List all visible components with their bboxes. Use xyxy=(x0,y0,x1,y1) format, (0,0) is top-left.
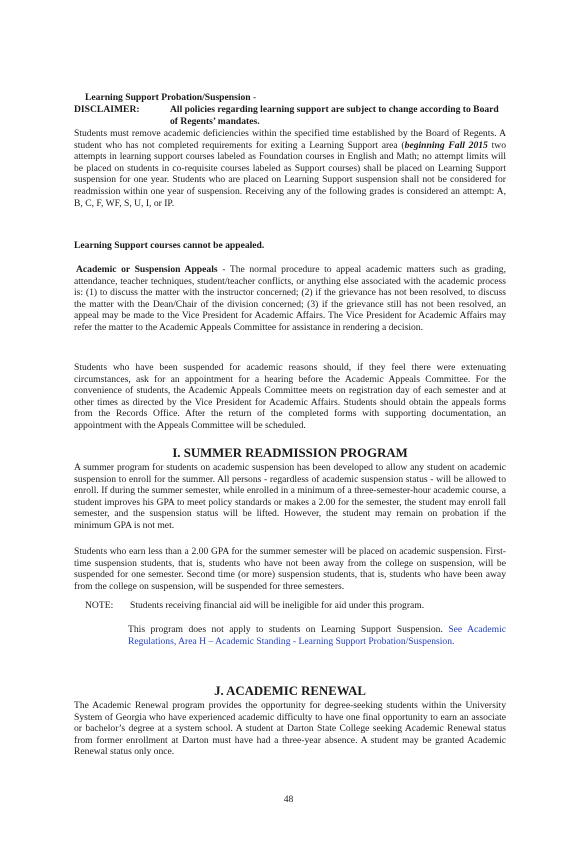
renewal-paragraph: The Academic Renewal program provides the opportunity for degree-seeking students within the University System of Georgia who have experienced academic difficulty to have one final opportunity to earn an associate or bachelor’s degree at a system school. A student at Darton State College seeking Academic Renewal status from former enrollment at Darton must have had a three-year absence. A student may be granted Academic Renewal status only once. xyxy=(74,700,506,758)
renewal-heading: J. ACADEMIC RENEWAL xyxy=(214,684,366,698)
academic-regulations-link[interactable]: See Academic Regulations, Area H – Academic Standing - Learning Support Probation/Suspension. xyxy=(128,624,506,647)
appeals-paragraph xyxy=(74,264,506,334)
ls-title-text: Learning Support Probation/Suspension xyxy=(85,92,251,103)
ls-no-appeal: Learning Support courses cannot be appealed. xyxy=(74,240,265,251)
ls-paragraph xyxy=(74,128,506,209)
ls-exclusion-text: This program does not apply to students on Learning Support Suspension. xyxy=(128,624,449,635)
ls-para-text-1: Students must remove academic deficiencies within the specified time established by the Board of Regents. A student who has not completed requirements for exiting a Learning Support area ( xyxy=(74,128,506,151)
appeals-title: Academic or Suspension Appeals xyxy=(76,264,218,275)
summer-heading: I. SUMMER READMISSION PROGRAM xyxy=(172,446,408,460)
ls-para-text-2: two attempts in learning support courses labeled as Foundation courses in English and Math; no attempt limits will be placed on students in co-requisite courses labeled as Support courses) shall be placed on Learning Support suspension for one year. Students who are placed on Learning Support suspension shall not be considered for readmission within one year of suspension. Receiving any of the following grades is considered an attempt: A, B, C, F, WF, S, U, I, or IP. xyxy=(74,139,507,209)
ls-title-suffix: - xyxy=(250,92,257,103)
summer-paragraph-2: Students who earn less than a 2.00 GPA for the summer semester will be placed on academic suspension. First-time suspension students, that is, students who have not been away from the college on suspension, will be suspended for one semester. Second time (or more) suspension students, that is, students who have been away from the college on suspension, will be suspended for three semesters. xyxy=(74,546,506,592)
ls-para-emphasis: beginning Fall 2015 xyxy=(404,139,488,151)
disclaimer-label: DISCLAIMER: xyxy=(74,104,140,115)
ls-exclusion-note xyxy=(128,624,506,647)
appeals-text: - The normal procedure to appeal academic matters such as grading, attendance, teacher techniques, student/teacher conflicts, or anything else associated with the academic process is: (1) to discuss the matter with the instructor concerned; (2) if the grievance has not been resolved, to discuss the matter with the Dean/Chair of the division concerned; (3) if the grievance still has not been resolved, an appeal may be made to the Vice President for Academic Affairs. The Vice President for Academic Affairs may refer the matter to the Academic Appeals Committee for assistance in rendering a decision. xyxy=(74,264,506,333)
disclaimer-text: All policies regarding learning support are subject to change according to Board of Regents’ mandates. xyxy=(170,104,499,127)
suspended-paragraph: Students who have been suspended for academic reasons should, if they feel there were extenuating circumstances, ask for an appointment for a hearing before the Academic Appeals Committee. For the convenience of students, the Academic Appeals Committee meets on registration day of each semester and at other times as directed by the Vice President for Academic Affairs. Students should obtain the appeals forms from the Records Office. After the return of the completed forms with supporting documentation, an appointment with the Appeals Committee will be scheduled. xyxy=(74,362,506,431)
ls-section-title xyxy=(85,92,517,104)
note-label: NOTE: xyxy=(85,600,114,611)
page-number: 48 xyxy=(283,794,294,805)
summer-paragraph-1: A summer program for students on academic suspension has been developed to allow any student on academic suspension to enroll for the summer. All persons - regardless of academic suspension status - will be allowed to enroll. If during the summer semester, while enrolled in a minimum of a three-semester-hour academic course, a student improves his GPA to meet policy standards or makes a 2.00 for the semester, the student may enroll fall semester, and the suspension status will be lifted. However, the student may remain on probation if the minimum GPA is not met. xyxy=(74,462,506,531)
note-text: Students receiving financial aid will be ineligible for aid under this program. xyxy=(130,600,425,611)
